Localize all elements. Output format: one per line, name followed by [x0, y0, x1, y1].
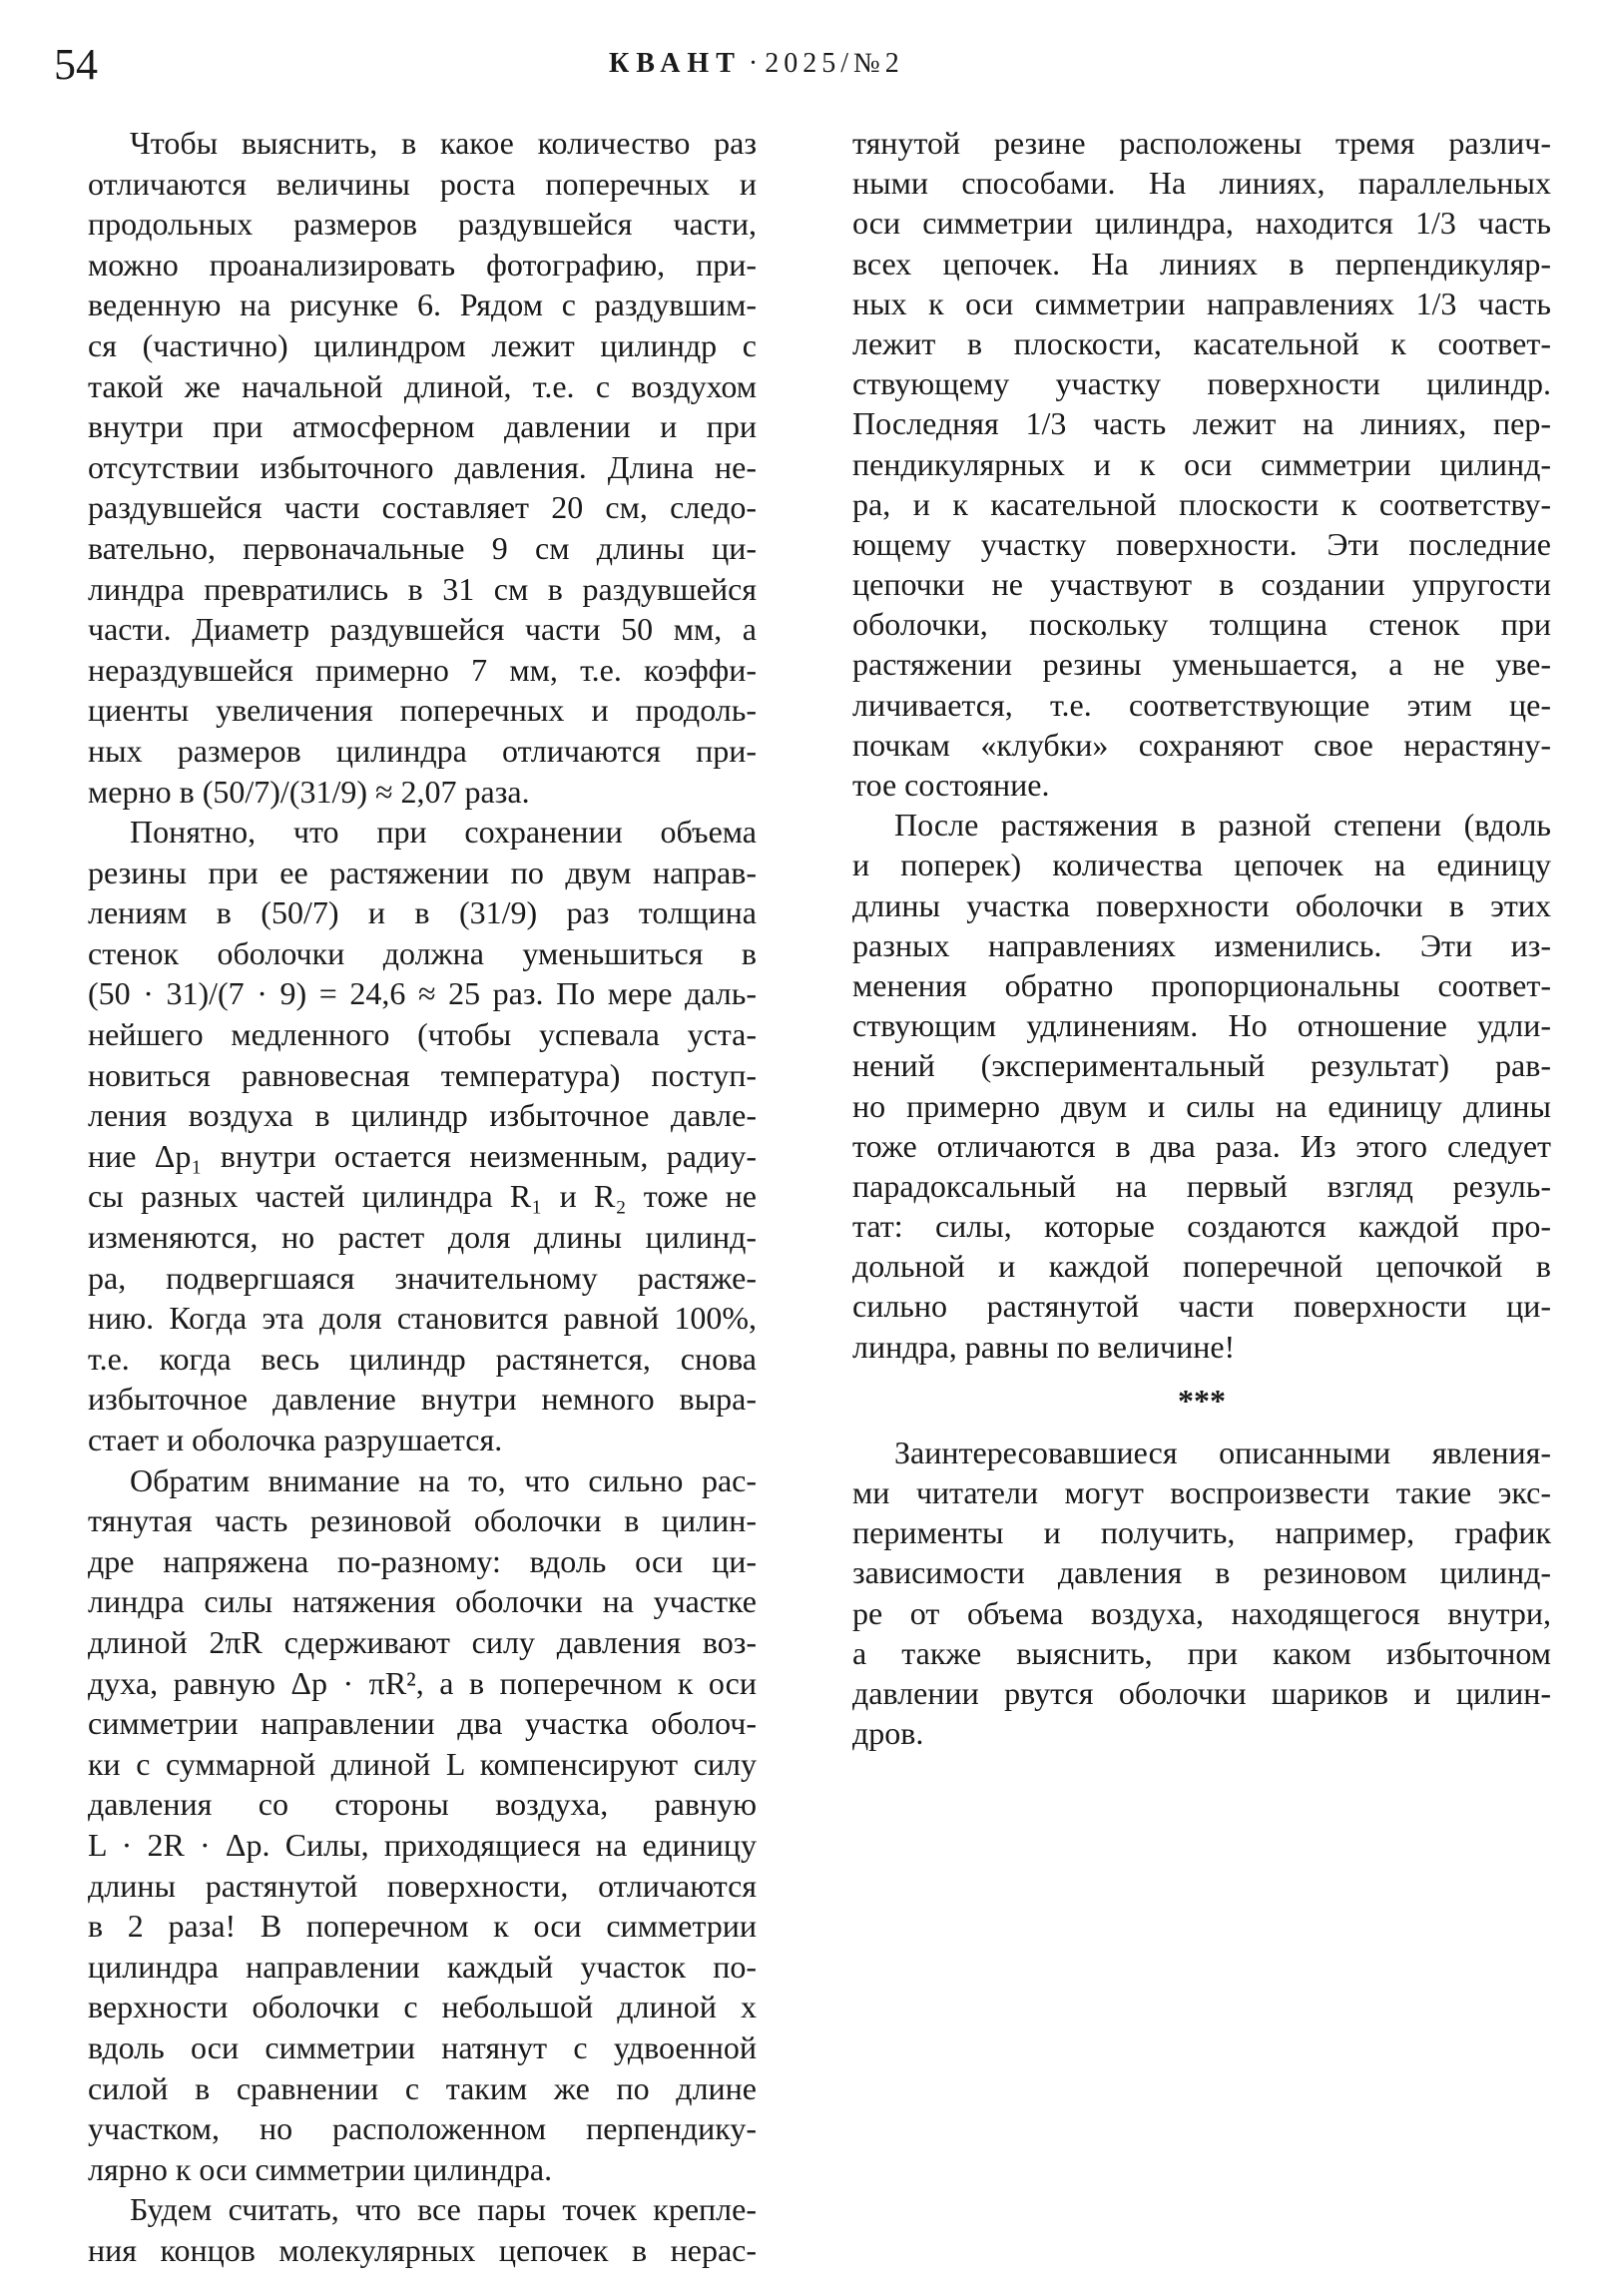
text-line: веденную на рисунке 6. Рядом с раздувшим-	[88, 287, 757, 323]
text-line: длины растянутой поверхности, отличаются	[88, 1867, 757, 1904]
text-line: стает и оболочка разрушается.	[88, 1422, 503, 1457]
text-line: линдра превратились в 31 см в раздувшейся	[88, 570, 757, 607]
page-number: 54	[54, 40, 98, 89]
text-line: цилиндра направлении каждый участок по-	[88, 1948, 757, 1985]
paragraph	[88, 123, 757, 812]
text-line: L · 2R · Δp. Силы, приходящиеся на единицу	[88, 1826, 757, 1863]
text-line: а также выяснить, при каком избыточном	[852, 1634, 1551, 1671]
text-line: силой в сравнении с таким же по длине	[88, 2069, 757, 2106]
text-line: длины участка поверхности оболочки в этих	[852, 886, 1551, 923]
text-line: в 2 раза! В поперечном к оси симметрии	[88, 1908, 757, 1945]
text-line: продольных размеров раздувшейся части,	[88, 206, 757, 243]
text-line: растяжении резины уменьшается, а не уве-	[852, 646, 1551, 683]
text-line: внутри при атмосферном давлении и при	[88, 408, 757, 445]
text-line: ние Δp₁ внутри остается неизменным, радиу-	[88, 1137, 757, 1174]
text-line: ствующему участку поверхности цилиндр.	[852, 365, 1551, 402]
running-header	[609, 44, 904, 84]
text-line: Заинтересовавшиеся описанными явления-	[894, 1434, 1551, 1470]
text-line: такой же начальной длиной, т.е. с воздухом	[88, 367, 757, 404]
text-line: ствующим удлинениям. Но отношение удли-	[852, 1007, 1551, 1044]
text-line: дров.	[852, 1715, 924, 1752]
text-line: ся (частично) цилиндром лежит цилиндр с	[88, 326, 757, 363]
header-separator: ·	[748, 48, 759, 79]
text-line: духа, равную Δp · πR², а в поперечном к оси	[88, 1664, 757, 1701]
text-line: (50 · 31)/(7 · 9) = 24,6 ≈ 25 раз. По мере даль-	[88, 975, 757, 1012]
paragraph	[852, 123, 1551, 805]
text-line: личивается, т.е. соответствующие этим це-	[852, 686, 1551, 723]
text-line: лярно к оси симметрии цилиндра.	[88, 2150, 553, 2187]
text-line: тянутой резине расположены тремя различ-	[852, 125, 1551, 161]
text-line: Последняя 1/3 часть лежит на линиях, пер-	[852, 405, 1551, 442]
text-line: ными способами. На линиях, параллельных	[852, 165, 1551, 202]
text-line: ре от объема воздуха, находящегося внутри,	[852, 1594, 1551, 1631]
text-line: всех цепочек. На линиях в перпендикуляр-	[852, 245, 1551, 282]
right-column-main	[852, 123, 1551, 1367]
text-line: избыточное давление внутри немного выра-	[88, 1381, 757, 1418]
paragraph	[88, 2189, 757, 2270]
text-line: Обратим внимание на то, что сильно рас-	[130, 1461, 757, 1498]
right-column-closing	[852, 1433, 1551, 1754]
paragraph	[852, 1433, 1551, 1754]
text-line: отсутствии избыточного давления. Длина не-	[88, 448, 757, 485]
text-line: давления со стороны воздуха, равную	[88, 1786, 757, 1823]
text-line: лениям в (50/7) и в (31/9) раз толщина	[88, 894, 757, 931]
text-line: ных к оси симметрии направлениях 1/3 часть	[852, 285, 1551, 321]
text-line: нейшего медленного (чтобы успевала уста-	[88, 1016, 757, 1053]
right-column	[852, 123, 1551, 1753]
text-line: зависимости давления в резиновом цилинд-	[852, 1554, 1551, 1591]
text-line: ющему участку поверхности. Эти последние	[852, 525, 1551, 562]
text-line: линдра силы натяжения оболочки на участке	[88, 1583, 757, 1620]
text-line: дре напряжена по-разному: вдоль оси ци-	[88, 1542, 757, 1579]
text-line: линдра, равны по величине!	[852, 1328, 1236, 1365]
text-line: цепочки не участвуют в создании упругости	[852, 566, 1551, 603]
paragraph	[852, 805, 1551, 1367]
text-line: части. Диаметр раздувшейся части 50 мм, а	[88, 611, 757, 648]
text-line: стенок оболочки должна уменьшиться в	[88, 934, 757, 971]
text-line: разных направлениях изменились. Эти из-	[852, 926, 1551, 963]
text-line: вдоль оси симметрии натянут с удвоенной	[88, 2028, 757, 2065]
text-line: пендикулярных и к оси симметрии цилинд-	[852, 445, 1551, 482]
text-line: лежит в плоскости, касательной к соответ-	[852, 324, 1551, 361]
issue-number: 2025/№2	[765, 48, 904, 79]
text-line: давлении рвутся оболочки шариков и цилин-	[852, 1674, 1551, 1711]
text-line: нений (экспериментальный результат) рав-	[852, 1047, 1551, 1084]
text-line: ных размеров цилиндра отличаются при-	[88, 732, 757, 769]
text-line: дольной и каждой поперечной цепочкой в	[852, 1248, 1551, 1285]
section-break: ***	[1178, 1382, 1226, 1419]
text-line: циенты увеличения поперечных и продоль-	[88, 692, 757, 729]
text-line: сы разных частей цилиндра R₁ и R₂ тоже не	[88, 1178, 757, 1215]
text-line: ра, и к касательной плоскости к соответству-	[852, 485, 1551, 522]
text-line: можно проанализировать фотографию, при-	[88, 246, 757, 283]
text-line: новиться равновесная температура) поступ-	[88, 1056, 757, 1093]
text-line: но примерно двум и силы на единицу длины	[852, 1087, 1551, 1124]
text-line: Чтобы выяснить, в какое количество раз	[130, 125, 757, 161]
text-line: и поперек) количества цепочек на единицу	[852, 847, 1551, 883]
text-line: тат: силы, которые создаются каждой про-	[852, 1208, 1551, 1245]
text-line: парадоксальный на первый взгляд резуль-	[852, 1167, 1551, 1204]
text-line: ния концов молекулярных цепочек в нерас-	[88, 2231, 757, 2268]
text-line: перименты и получить, например, график	[852, 1514, 1551, 1551]
text-line: вательно, первоначальные 9 см длины ци-	[88, 529, 757, 566]
text-line: участком, но расположенном перпендику-	[88, 2110, 757, 2147]
magazine-title: КВАНТ	[609, 48, 742, 79]
text-line: длиной 2πR сдерживают силу давления воз-	[88, 1623, 757, 1660]
text-line: тое состояние.	[852, 767, 1050, 803]
text-line: т.е. когда весь цилиндр растянется, снова	[88, 1340, 757, 1377]
text-line: После растяжения в разной степени (вдоль	[894, 807, 1551, 844]
text-line: резины при ее растяжении по двум направ-	[88, 854, 757, 890]
text-line: тоже отличаются в два раза. Из этого следует	[852, 1127, 1551, 1164]
text-line: отличаются величины роста поперечных и	[88, 165, 757, 202]
text-line: ления воздуха в цилиндр избыточное давле-	[88, 1097, 757, 1134]
text-line: нию. Когда эта доля становится равной 100%,	[88, 1300, 757, 1337]
text-line: тянутая часть резиновой оболочки в цилин-	[88, 1502, 757, 1539]
left-column	[88, 123, 757, 2270]
text-line: мерно в (50/7)/(31/9) ≈ 2,07 раза.	[88, 773, 530, 810]
text-line: раздувшейся части составляет 20 см, следо-	[88, 489, 757, 526]
text-line: ки с суммарной длиной L компенсируют силу	[88, 1745, 757, 1782]
text-line: Понятно, что при сохранении объема	[130, 814, 757, 851]
text-line: ра, подвергшаяся значительному растяже-	[88, 1259, 757, 1296]
text-line: почкам «клубки» сохраняют свое нерастяну-	[852, 726, 1551, 763]
text-line: оболочки, поскольку толщина стенок при	[852, 606, 1551, 643]
text-line: симметрии направлении два участка оболоч-	[88, 1705, 757, 1742]
text-line: ми читатели могут воспроизвести такие экс-	[852, 1474, 1551, 1510]
text-line: сильно растянутой части поверхности ци-	[852, 1288, 1551, 1325]
text-line: оси симметрии цилиндра, находится 1/3 часть	[852, 205, 1551, 242]
text-line: нераздувшейся примерно 7 мм, т.е. коэффи-	[88, 651, 757, 688]
text-line: изменяются, но растет доля длины цилинд-	[88, 1219, 757, 1256]
paragraph	[88, 1460, 757, 2190]
text-line: верхности оболочки с небольшой длиной x	[88, 1989, 757, 2025]
text-line: Будем считать, что все пары точек крепле-	[130, 2191, 757, 2228]
paragraph	[88, 812, 757, 1460]
text-line: менения обратно пропорциональны соответ-	[852, 966, 1551, 1003]
